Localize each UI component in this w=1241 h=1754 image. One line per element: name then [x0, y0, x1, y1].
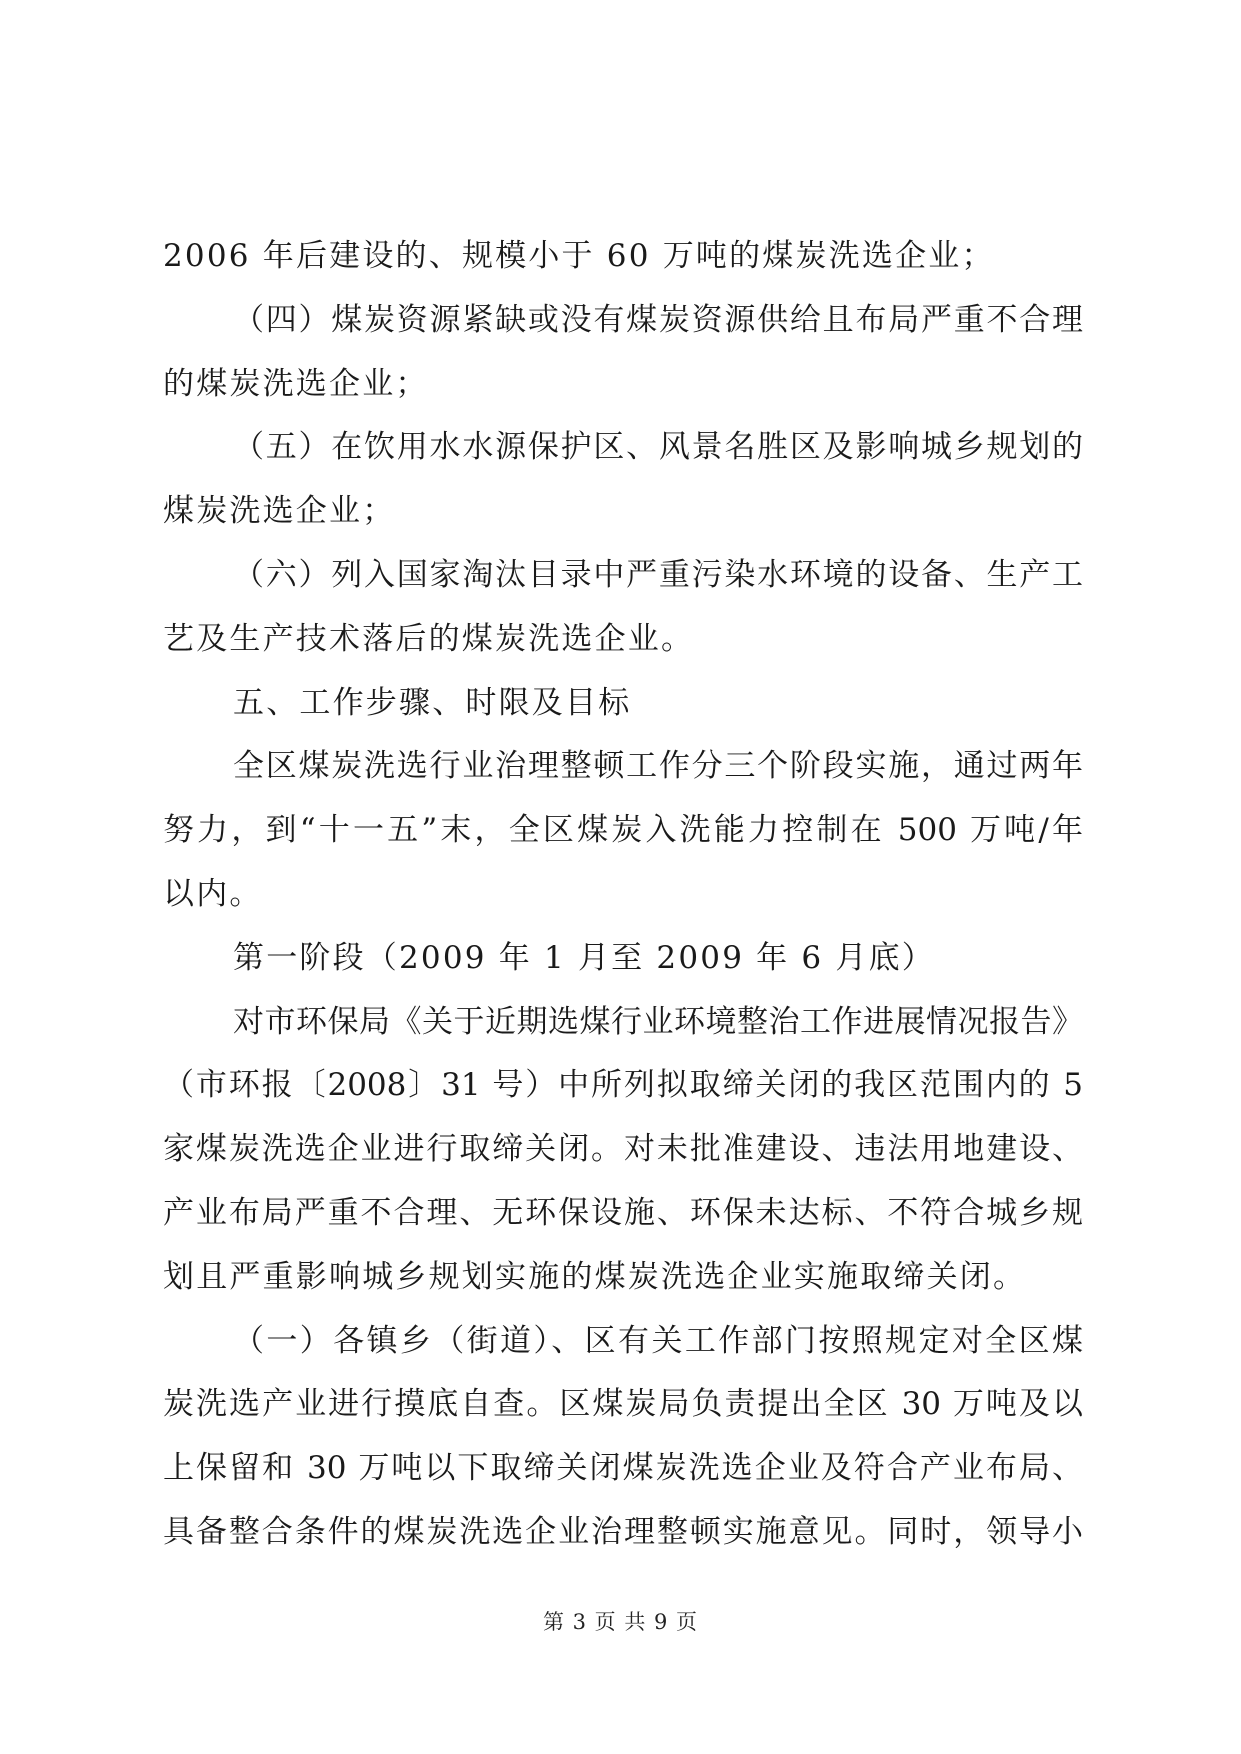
text-line: 煤炭洗选企业；	[163, 493, 396, 530]
text-line: 全区煤炭洗选行业治理整顿工作分三个阶段实施，通过两年	[233, 748, 1083, 785]
text-line: （五）在饮用水水源保护区、风景名胜区及影响城乡规划的	[233, 429, 1083, 466]
text-line: （六）列入国家淘汰目录中严重污染水环境的设备、生产工	[233, 556, 1083, 593]
text-line: 具备整合条件的煤炭洗选企业治理整顿实施意见。同时，领导小	[163, 1513, 1083, 1550]
text-line: 上保留和 30 万吨以下取缔关闭煤炭洗选企业及符合产业布局、	[163, 1450, 1083, 1487]
text-line: 的煤炭洗选企业；	[163, 365, 429, 402]
text-line: 第一阶段（2009 年 1 月至 2009 年 6 月底）	[233, 939, 936, 976]
text-line: 炭洗选产业进行摸底自查。区煤炭局负责提出全区 30 万吨及以	[163, 1386, 1083, 1423]
text-line: （市环报〔2008〕31 号）中所列拟取缔关闭的我区范围内的 5	[163, 1067, 1083, 1104]
text-line: 对市环保局《关于近期选煤行业环境整治工作进展情况报告》	[233, 1003, 1083, 1040]
text-line: 以内。	[163, 875, 263, 912]
page-footer: 第 3 页 共 9 页	[542, 1610, 699, 1634]
text-line: 家煤炭洗选企业进行取缔关闭。对未批准建设、违法用地建设、	[163, 1131, 1083, 1168]
text-line: （四）煤炭资源紧缺或没有煤炭资源供给且布局严重不合理	[233, 301, 1083, 338]
text-line: 产业布局严重不合理、无环保设施、环保未达标、不符合城乡规	[163, 1194, 1083, 1231]
text-line: 五、工作步骤、时限及目标	[233, 684, 632, 721]
text-line: 2006 年后建设的、规模小于 60 万吨的煤炭洗选企业；	[163, 238, 995, 274]
text-line: 努力，到“十一五”末，全区煤炭入洗能力控制在 500 万吨/年	[163, 812, 1083, 849]
text-line: 划且严重影响城乡规划实施的煤炭洗选企业实施取缔关闭。	[163, 1258, 1027, 1295]
text-line: （一）各镇乡（街道）、区有关工作部门按照规定对全区煤	[233, 1322, 1083, 1359]
text-line: 艺及生产技术落后的煤炭洗选企业。	[163, 620, 695, 657]
document-body	[163, 225, 1083, 1565]
